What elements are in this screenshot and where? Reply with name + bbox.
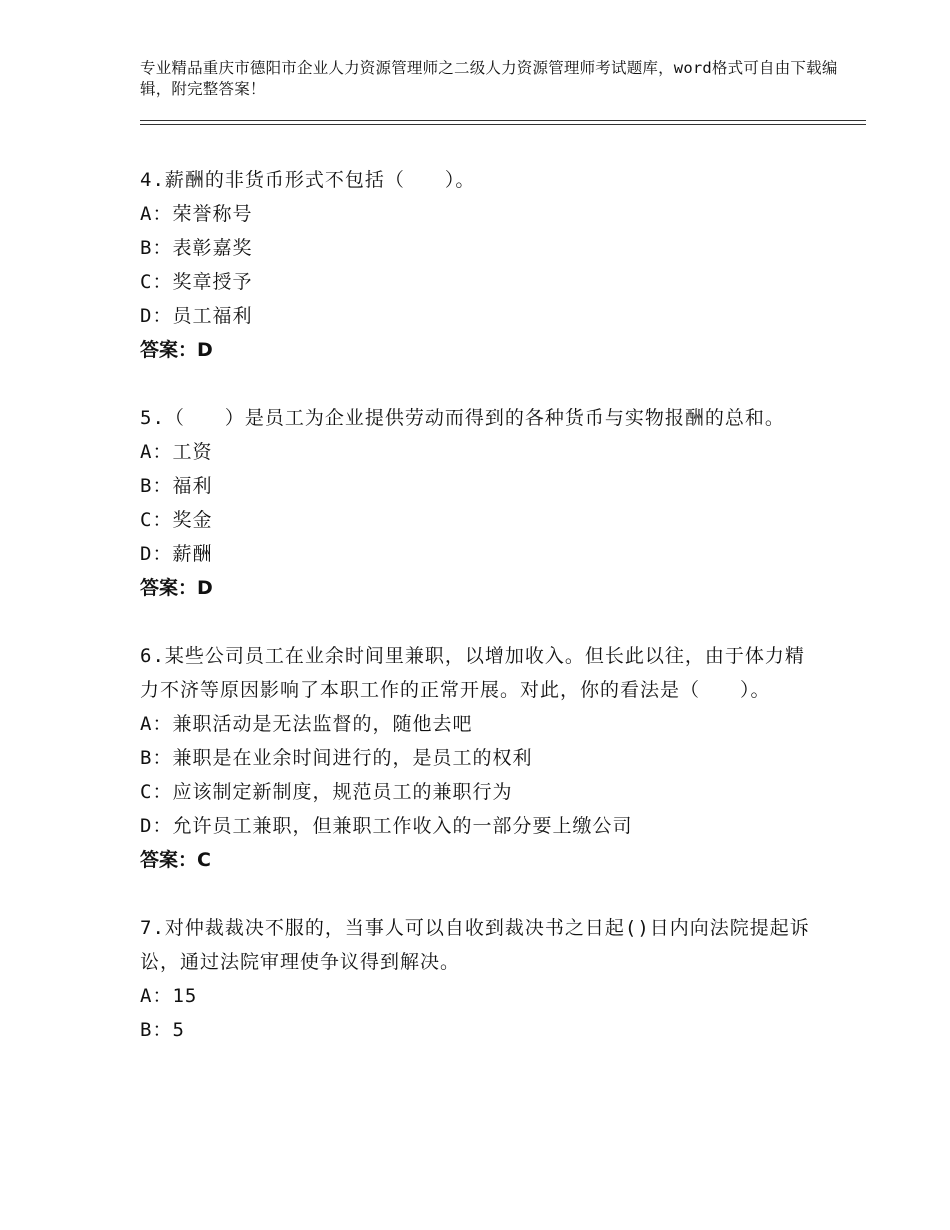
option-c: C：应该制定新制度，规范员工的兼职行为 (140, 781, 513, 803)
question-5 (140, 401, 820, 605)
answer-label: 答案：D (140, 339, 213, 361)
option-c: C：奖金 (140, 509, 213, 531)
option-b: B：表彰嘉奖 (140, 237, 253, 259)
option-c: C：奖章授予 (140, 271, 253, 293)
option-b: B：兼职是在业余时间进行的，是员工的权利 (140, 747, 533, 769)
question-stem: 7.对仲裁裁决不服的，当事人可以自收到裁决书之日起()日内向法院提起诉讼，通过法院审理使争议得到解决。 (140, 917, 810, 973)
answer-label: 答案：D (140, 577, 213, 599)
option-d: D：薪酬 (140, 543, 213, 565)
option-d: D：员工福利 (140, 305, 253, 327)
option-a: A：荣誉称号 (140, 203, 253, 225)
option-d: D：允许员工兼职，但兼职工作收入的一部分要上缴公司 (140, 815, 633, 837)
question-7 (140, 911, 820, 1047)
option-a: A：工资 (140, 441, 213, 463)
option-b: B：5 (140, 1019, 185, 1041)
option-a: A：15 (140, 985, 198, 1007)
question-stem: 5.（ ）是员工为企业提供劳动而得到的各种货币与实物报酬的总和。 (140, 407, 785, 429)
question-list (140, 163, 820, 1047)
option-a: A：兼职活动是无法监督的，随他去吧 (140, 713, 473, 735)
question-stem: 4.薪酬的非货币形式不包括（ ）。 (140, 169, 476, 191)
question-stem: 6.某些公司员工在业余时间里兼职，以增加收入。但长此以往，由于体力精力不济等原因影响了本职工作的正常开展。对此，你的看法是（ ）。 (140, 645, 805, 701)
question-6 (140, 639, 820, 877)
header-divider-top (140, 120, 866, 121)
document-header: 专业精品重庆市德阳市企业人力资源管理师之二级人力资源管理师考试题库，word格式可自由下载编辑，附完整答案！ (140, 59, 838, 98)
answer-label: 答案：C (140, 849, 211, 871)
header-divider-bottom (140, 124, 866, 125)
question-4 (140, 163, 820, 367)
option-b: B：福利 (140, 475, 213, 497)
